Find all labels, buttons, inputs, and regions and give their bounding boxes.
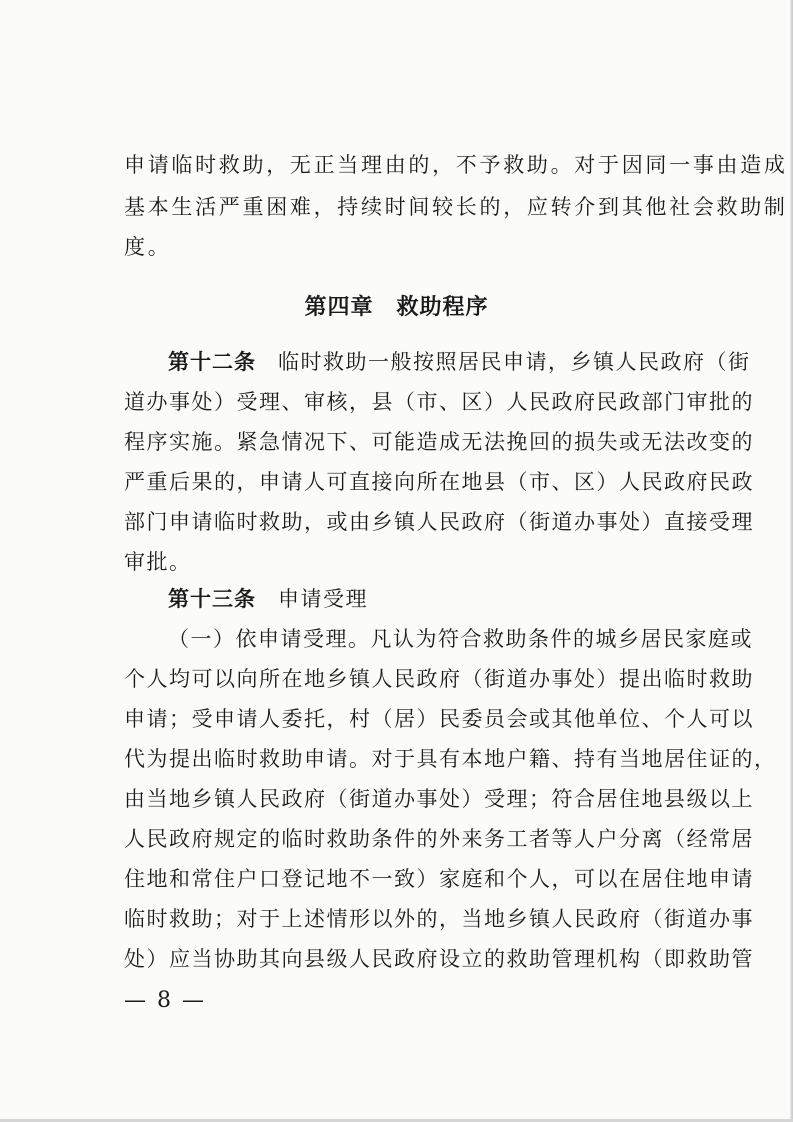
text-line: 代为提出临时救助申请。对于具有本地户籍、持有当地居住证的， <box>124 747 777 771</box>
article-13-title: 申请受理 <box>278 587 368 611</box>
text-line: 个人均可以向所在地乡镇人民政府（街道办事处）提出临时救助 <box>124 667 754 691</box>
article-13-heading: 第十三条 <box>168 587 256 611</box>
text-line: 由当地乡镇人民政府（街道办事处）受理；符合居住地县级以上 <box>124 787 754 811</box>
text-line: 基本生活严重困难，持续时间较长的，应转介到其他社会救助制 <box>124 195 788 219</box>
chapter-title: 第四章 救助程序 <box>304 295 489 320</box>
text-line: 部门申请临时救助，或由乡镇人民政府（街道办事处）直接受理 <box>124 510 754 534</box>
text-line: 处）应当协助其向县级人民政府设立的救助管理机构（即救助管 <box>124 947 754 971</box>
text-line: 申请；受申请人委托，村（居）民委员会或其他单位、个人可以 <box>124 707 754 731</box>
text-line: 人民政府规定的临时救助条件的外来务工者等人户分离（经常居 <box>124 827 754 851</box>
text-line: 住地和常住户口登记地不一致）家庭和个人，可以在居住地申请 <box>124 867 754 891</box>
text-line: 严重后果的，申请人可直接向所在地县（市、区）人民政府民政 <box>124 470 754 494</box>
article-13-heading-line <box>168 584 704 614</box>
article-12-first-line <box>168 347 751 377</box>
text-line: 审批。 <box>124 550 192 574</box>
text-line: 临时救助；对于上述情形以外的，当地乡镇人民政府（街道办事 <box>124 907 754 931</box>
text-line: 道办事处）受理、审核，县（市、区）人民政府民政部门审批的 <box>124 390 754 414</box>
text-line: 程序实施。紧急情况下、可能造成无法挽回的损失或无法改变的 <box>124 430 754 454</box>
paragraph-1-first-line: （一）依申请受理。凡认为符合救助条件的城乡居民家庭或 <box>168 627 753 651</box>
page-number: — 8 — <box>124 988 206 1013</box>
article-12-heading: 第十二条 <box>168 350 256 374</box>
text-line: 度。 <box>124 235 172 259</box>
text-line: 申请临时救助，无正当理由的，不予救助。对于因同一事由造成 <box>124 153 788 177</box>
article-12-text: 临时救助一般按照居民申请，乡镇人民政府（街 <box>278 350 751 374</box>
